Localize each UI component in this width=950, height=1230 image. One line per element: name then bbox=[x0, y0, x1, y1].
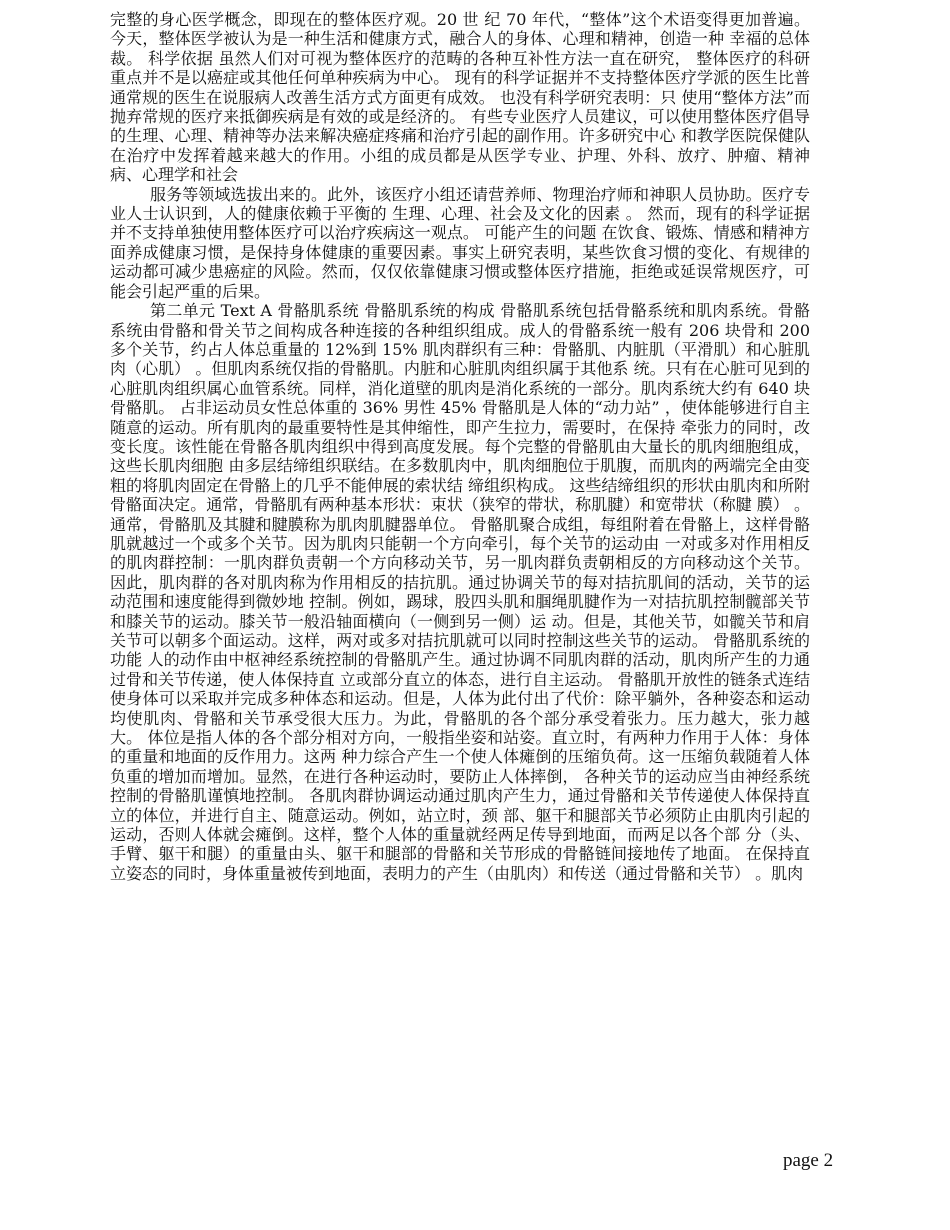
page-number: page 2 bbox=[783, 1150, 834, 1171]
paragraph-holistic-medicine: 完整的身心医学概念，即现在的整体医疗观。20 世 纪 70 年代，“整体”这个术语变得更加普遍。今天，整体医学被认为是一种生活和健康方式，融合人的身体、心理和精神，创造一种 幸福的总体裁。 科学依据 虽然人们对可视为整体医疗的范畴的各种互补性方法一直在研究， 整体医疗的科研重点并不是以癌症或其他任何单种疾病为中心。 现有的科学证据并不支持整体医疗学派的医生比普通常规的医生在说服病人改善生活方式方面更有成效。 也没有科学研究表明：只 使用“整体方法”而抛弃常规的医疗来抵御疾病是有效的或是经济的。 有些专业医疗人员建议，可以使用整体医疗倡导的生理、心理、精神等办法来解决癌症疼痛和治疗引起的副作用。许多研究中心 和教学医院保健队在治疗中发挥着越来越大的作用。小组的成员都是从医学专业、护理、外科、放疗、肿瘤、精神病、心理学和社会 bbox=[110, 10, 810, 185]
paragraph-medical-team: 服务等领域选拔出来的。此外，该医疗小组还请营养师、物理治疗师和神职人员协助。医疗专业人士认识到，人的健康依赖于平衡的 生理、心理、社会及文化的因素 。 然而，现有的科学证据并不支持单独使用整体医疗可以治疗疾病这一观点。 可能产生的问题 在饮食、锻炼、情感和精神方面养成健康习惯，是保持身体健康的重要因素。事实上研究表明，某些饮食习惯的变化、有规律的 运动都可减少患癌症的风险。然而，仅仅依靠健康习惯或整体医疗措施，拒绝或延误常规医疗，可能会引起严重的后果。 bbox=[110, 184, 810, 301]
paragraph-unit-two-musculoskeletal: 第二单元 Text A 骨骼肌系统 骨骼肌系统的构成 骨骼肌系统包括骨骼系统和肌肉系统。骨骼系统由骨骼和骨关节之间构成各种连接的各种组织组成。成人的骨骼系统一般有 206 块骨和 200 多个关节，约占人体总重量的 12%到 15% 肌肉群织有三种：骨骼肌、内脏肌（平滑肌）和心脏肌肉（心肌） 。但肌肉系统仅指的骨骼肌。内脏和心脏肌肉组织属于其他系 统。只有在心脏可见到的心脏肌肉组织属心血管系统。同样，消化道壁的肌肉是消化系统的一部分。肌肉系统大约有 640 块骨骼肌。 占非运动员女性总体重的 36% 男性 45% 骨骼肌是人体的“动力站” ，使体能够进行自主随意的运动。所有肌肉的最重要特性是其伸缩性，即产生拉力，需要时，在保持 牵张力的同时，改变长度。该性能在骨骼各肌肉组织中得到高度发展。每个完整的骨骼肌由大量长的肌肉细胞组成，这些长肌肉细胞 由多层结缔组织联结。在多数肌肉中，肌肉细胞位于肌腹，而肌肉的两端完全由变粗的将肌肉固定在骨骼上的几乎不能伸展的索状结 缔组织构成。 这些结缔组织的形状由肌肉和所附骨骼面决定。通常，骨骼肌有两种基本形状：束状（狭窄的带状，称肌腱）和宽带状（称腱 膜） 。通常，骨骼肌及其腱和腱膜称为肌肉肌腱器单位。 骨骼肌聚合成组，每组附着在骨骼上，这样骨骼肌就越过一个或多个关节。因为肌肉只能朝一个方向牵引，每个关节的运动由 一对或多对作用相反的肌肉群控制：一肌肉群负责朝一个方向移动关节，另一肌肉群负责朝相反的方向移动这个关节。 因此，肌肉群的各对肌肉称为作用相反的拮抗肌。通过协调关节的每对拮抗肌间的活动，关节的运动范围和速度能得到微妙地 控制。例如，踢球，股四头肌和腘绳肌腱作为一对拮抗肌控制髋部关节和膝关节的运动。膝关节一般沿轴面横向（一侧到另一侧）运 动。但是，其他关节，如髋关节和肩关节可以朝多个面运动。这样，两对或多对拮抗肌就可以同时控制这些关节的运动。 骨骼肌系统的功能 人的动作由中枢神经系统控制的骨骼肌产生。通过协调不同肌肉群的活动，肌肉所产生的力通过骨和关节传递，使人体保持直 立或部分直立的体态，进行自主运动。 骨骼肌开放性的链条式连结使身体可以采取并完成多种体态和运动。但是，人体为此付出了代价：除平躺外，各种姿态和运动 均使肌肉、骨骼和关节承受很大压力。为此，骨骼肌的各个部分承受着张力。压力越大，张力越大。 体位是指人体的各个部分相对方向，一般指坐姿和站姿。直立时，有两种力作用于人体：身体的重量和地面的反作用力。这两 种力综合产生一个使人体瘫倒的压缩负荷。这一压缩负载随着人体负重的增加而增加。显然，在进行各种运动时，要防止人体摔倒， 各种关节的运动应当由神经系统控制的骨骼肌谨慎地控制。 各肌肉群协调运动通过肌肉产生力，通过骨骼和关节传递使人体保持直立的体位，并进行自主、随意运动。例如，站立时，颈 部、躯干和腿部关节必须防止由肌肉引起的运动，否则人体就会瘫倒。这样，整个人体的重量就经两足传导到地面，而两足以各个部 分（头、手臂、躯干和腿）的重量由头、躯干和腿部的骨骼和关节形成的骨骼链间接地传了地面。 在保持直立姿态的同时，身体重量被传到地面，表明力的产生（由肌肉）和传送（通过骨骼和关节） 。肌肉 bbox=[110, 301, 810, 883]
body-text bbox=[110, 10, 810, 883]
